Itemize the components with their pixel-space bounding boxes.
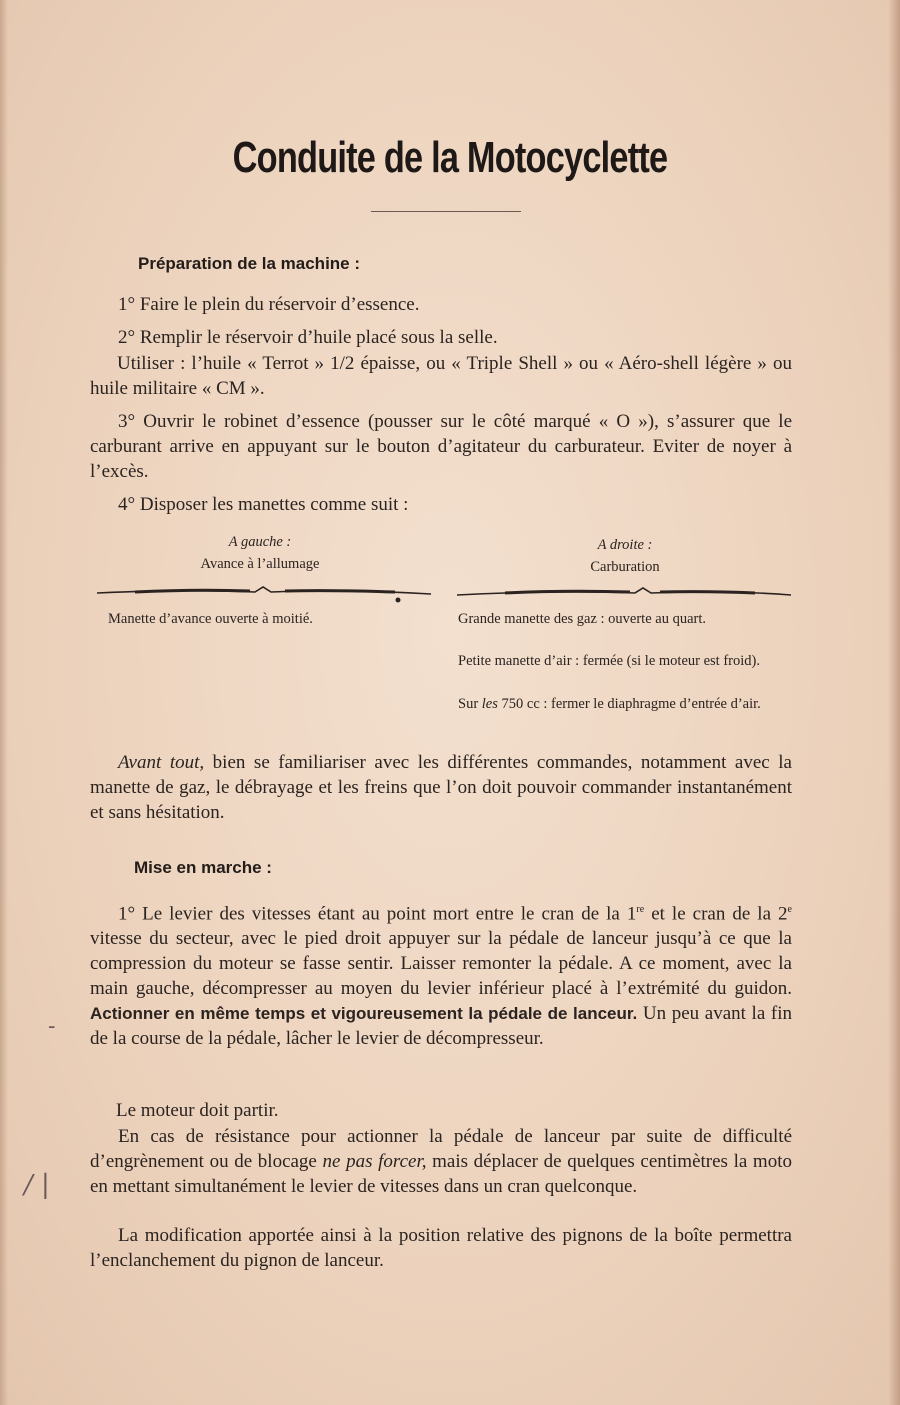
right-column-item-3 (458, 696, 792, 713)
step-1: 1° Faire le plein du réservoir d’essence. (118, 294, 420, 315)
closing-emphasis: Avant tout, (118, 752, 205, 773)
start-paragraph-4: La modification apportée ainsi à la position relative des pignons de la boîte permettra l’enclanchement du pignon de lanceur. (90, 1225, 792, 1271)
step-3: 3° Ouvrir le robinet d’essence (pousser sur le côté marqué « O »), s’assurer que le carburant arrive en appuyant sur le bouton d’agitateur du carburateur. Eviter de noyer à l’excès. (90, 411, 792, 482)
section-heading-mise-en-marche: Mise en marche : (134, 858, 272, 877)
left-column-header (160, 531, 360, 575)
p1-bold-instruction: Actionner en même temps et vigoureusement la pédale de lanceur. (90, 1004, 638, 1024)
title-divider (371, 211, 521, 212)
p1-superscript-2: e (787, 904, 792, 915)
page-title: Conduite de la Motocyclette (232, 133, 668, 182)
section-heading-preparation: Préparation de la machine : (138, 254, 361, 273)
p1-part-d: Un peu avant la fin de la course de la pédale, lâcher le levier de décompresseur. (90, 1003, 792, 1050)
margin-slash-mark: / | (24, 1170, 50, 1200)
right-column-item-1: Grande manette des gaz : ouverte au quart. (458, 611, 707, 627)
item-3-prefix: Sur (458, 696, 482, 712)
left-column-ornament-rule (95, 583, 435, 607)
page-edge-right (888, 0, 900, 1405)
closing-paragraph (90, 750, 792, 825)
start-paragraph-2: Le moteur doit partir. (116, 1100, 279, 1121)
step-4: 4° Disposer les manettes comme suit : (118, 494, 409, 515)
p3-emphasis: ne pas forcer, (322, 1151, 427, 1172)
step-2: 2° Remplir le réservoir d’huile placé sous la selle. (118, 327, 498, 348)
right-column-label: A droite : (597, 537, 653, 553)
right-column-ornament-rule (455, 583, 795, 607)
left-column-item: Manette d’avance ouverte à moitié. (108, 611, 313, 627)
page-edge-left (0, 0, 8, 1405)
p1-part-c: vitesse du secteur, avec le pied droit appuyer sur la pédale de lanceur jusqu’à ce que la compression du moteur se fasse sentir. Laisser remonter la pédale. A ce moment, avec la main gauche, décompresser au moyen du levier inférieur placé à l’extrémité du guidon. (90, 928, 792, 1000)
p1-part-a: 1° Le levier des vitesses étant au point mort entre le cran de la 1 (118, 903, 637, 925)
p3-part-b: mais déplacer de quelques centimètres la moto en mettant simultanément le levier de vitesses dans un cran quelconque. (90, 1151, 792, 1197)
p3-part-a: En cas de résistance pour actionner la pédale de lanceur par suite de difficulté d’engrènement ou de blocage (90, 1126, 792, 1172)
p1-superscript-1: re (636, 904, 645, 915)
right-column-header (525, 534, 725, 578)
step-2-note: Utiliser : l’huile « Terrot » 1/2 épaisse, ou « Triple Shell » ou « Aéro-shell légère » ou huile militaire « CM ». (90, 353, 792, 399)
right-column-sub: Carburation (590, 559, 660, 575)
item-3-emphasis: les (481, 696, 498, 712)
left-column-sub: Avance à l’allumage (200, 556, 320, 572)
start-paragraph-3 (90, 1124, 792, 1199)
item-3-suffix: 750 cc : fermer le diaphragme d’entrée d’air. (497, 696, 761, 712)
start-paragraph-1 (90, 897, 792, 1051)
right-column-item-2: Petite manette d’air : fermée (si le moteur est froid). (458, 653, 760, 669)
closing-text: bien se familiariser avec les différentes commandes, notamment avec la manette de gaz, le débrayage et les freins que l’on doit pouvoir commander instantanément et sans hésitation. (90, 752, 792, 823)
left-column-label: A gauche : (228, 534, 292, 550)
p1-part-b: et le cran de la 2 (644, 903, 788, 925)
margin-tick-mark: - (48, 1014, 56, 1039)
